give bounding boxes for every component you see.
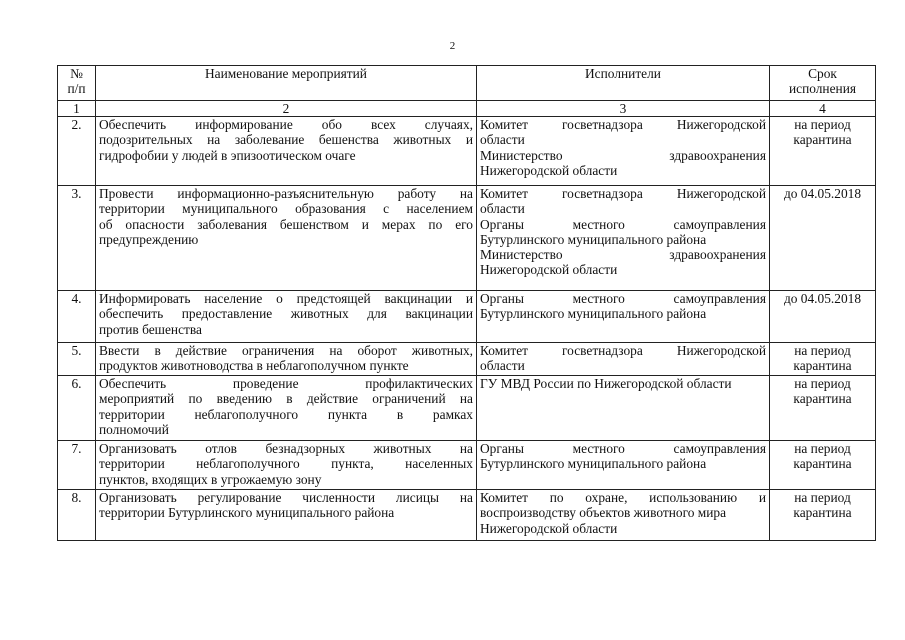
term-cell	[770, 490, 876, 541]
header-executors: Исполнители	[477, 66, 770, 101]
term-line: на период	[794, 441, 851, 457]
measure-name-line: мероприятий по введению в действие ограничений на	[99, 391, 473, 407]
measure-name-line: Информировать население о предстоящей вакцинации и	[99, 291, 473, 307]
executors-line: Бутурлинского муниципального района	[480, 306, 707, 322]
row-number: 2.	[58, 117, 96, 186]
row-number: 4.	[58, 291, 96, 343]
column-index: 1	[58, 101, 96, 117]
measure-name-line: территории Бутурлинского муниципального района	[99, 505, 395, 521]
executors-cell	[477, 343, 770, 376]
table-row	[58, 186, 876, 291]
measure-name-cell	[96, 490, 477, 541]
executors-cell	[477, 186, 770, 291]
measure-name-line: территории неблагополучного пункта в рамках	[99, 406, 473, 422]
executors-line: Министерство здравоохранения	[480, 247, 766, 263]
term-line: на период	[794, 376, 851, 392]
executors-line: Комитет по охране, использованию и	[480, 490, 766, 506]
term-line: карантина	[793, 505, 852, 521]
executors-line: Органы местного самоуправления	[480, 291, 766, 307]
measure-name-line: Организовать регулирование численности лисицы на	[99, 490, 473, 506]
column-index: 2	[96, 101, 477, 117]
column-index: 4	[770, 101, 876, 117]
row-number: 6.	[58, 376, 96, 441]
term-cell	[770, 441, 876, 490]
header-num	[58, 66, 96, 101]
measure-name-line: пунктов, входящих в угрожаемую зону	[99, 471, 322, 487]
header-term-line: исполнения	[788, 81, 857, 97]
column-index: 3	[477, 101, 770, 117]
row-number: 3.	[58, 186, 96, 291]
measure-name-line: об опасности заболевания бешенством и мерах по его	[99, 216, 473, 232]
measure-name-line: полномочий	[99, 421, 169, 437]
term-line: на период	[794, 117, 851, 133]
term-line: карантина	[793, 456, 852, 472]
measure-name-line: Обеспечить информирование обо всех случаях,	[99, 117, 473, 133]
row-number: 5.	[58, 343, 96, 376]
measure-name-line: предупреждению	[99, 231, 199, 247]
measure-name-cell	[96, 291, 477, 343]
column-index-row	[58, 101, 876, 117]
measure-name-line: Обеспечить проведение профилактических	[99, 376, 473, 392]
table-row	[58, 490, 876, 541]
header-num-line: №	[70, 66, 83, 81]
measure-name-line: Провести информационно-разъяснительную работу на	[99, 186, 473, 202]
term-cell	[770, 376, 876, 441]
measure-name-line: подозрительных на заболевание бешенства животных и	[99, 132, 473, 148]
term-cell	[770, 117, 876, 186]
measure-name-line: Организовать отлов безнадзорных животных на	[99, 441, 473, 457]
executors-line: области	[480, 358, 525, 374]
term-cell	[770, 343, 876, 376]
header-term	[770, 66, 876, 101]
term-line: карантина	[793, 132, 852, 148]
table-header-row	[58, 66, 876, 101]
executors-line: Комитет госветнадзора Нижегородской	[480, 343, 766, 359]
measure-name-cell	[96, 441, 477, 490]
executors-line: Органы местного самоуправления	[480, 216, 766, 232]
term-line: карантина	[793, 358, 852, 374]
measure-name-line: территории муниципального образования с населением	[99, 201, 473, 217]
executors-line: ГУ МВД России по Нижегородской области	[480, 376, 732, 392]
executors-line: Комитет госветнадзора Нижегородской	[480, 186, 766, 202]
executors-line: Нижегородской области	[480, 162, 618, 178]
executors-line: Органы местного самоуправления	[480, 441, 766, 457]
measure-name-line: продуктов животноводства в неблагополучном пункте	[99, 358, 409, 374]
term-cell	[770, 291, 876, 343]
measure-name-cell	[96, 376, 477, 441]
executors-line: области	[480, 201, 525, 217]
table-row	[58, 291, 876, 343]
table-row	[58, 441, 876, 490]
table-row	[58, 376, 876, 441]
executors-line: Нижегородской области	[480, 262, 618, 278]
term-line: карантина	[793, 391, 852, 407]
measure-name-line: Ввести в действие ограничения на оборот животных,	[99, 343, 473, 359]
term-cell	[770, 186, 876, 291]
executors-cell	[477, 291, 770, 343]
header-num-line: п/п	[67, 81, 86, 97]
header-name: Наименование мероприятий	[96, 66, 477, 101]
measure-name-cell	[96, 117, 477, 186]
measures-table	[57, 65, 876, 541]
header-term-line: Срок	[808, 66, 837, 81]
executors-line: Нижегородской области	[480, 520, 618, 536]
row-number: 7.	[58, 441, 96, 490]
term-line: на период	[794, 343, 851, 359]
executors-line: Министерство здравоохранения	[480, 147, 766, 163]
executors-line: Бутурлинского муниципального района	[480, 231, 707, 247]
measure-name-line: гидрофобии у людей в эпизоотическом очаге	[99, 147, 356, 163]
page-number: 2	[449, 40, 456, 52]
measure-name-line: территории неблагополучного пункта, населенных	[99, 456, 473, 472]
measure-name-cell	[96, 343, 477, 376]
table-row	[58, 117, 876, 186]
table-row	[58, 343, 876, 376]
executors-cell	[477, 117, 770, 186]
measure-name-line: обеспечить предоставление животных для вакцинации	[99, 306, 473, 322]
row-number: 8.	[58, 490, 96, 541]
term-line: на период	[794, 490, 851, 506]
measure-name-cell	[96, 186, 477, 291]
executors-line: Комитет госветнадзора Нижегородской	[480, 117, 766, 133]
term-line: до 04.05.2018	[783, 291, 862, 307]
executors-cell	[477, 490, 770, 541]
executors-cell	[477, 376, 770, 441]
executors-cell	[477, 441, 770, 490]
executors-line: воспроизводству объектов животного мира	[480, 505, 727, 521]
executors-line: области	[480, 132, 525, 148]
measure-name-line: против бешенства	[99, 321, 202, 337]
executors-line: Бутурлинского муниципального района	[480, 456, 707, 472]
term-line: до 04.05.2018	[783, 186, 862, 202]
